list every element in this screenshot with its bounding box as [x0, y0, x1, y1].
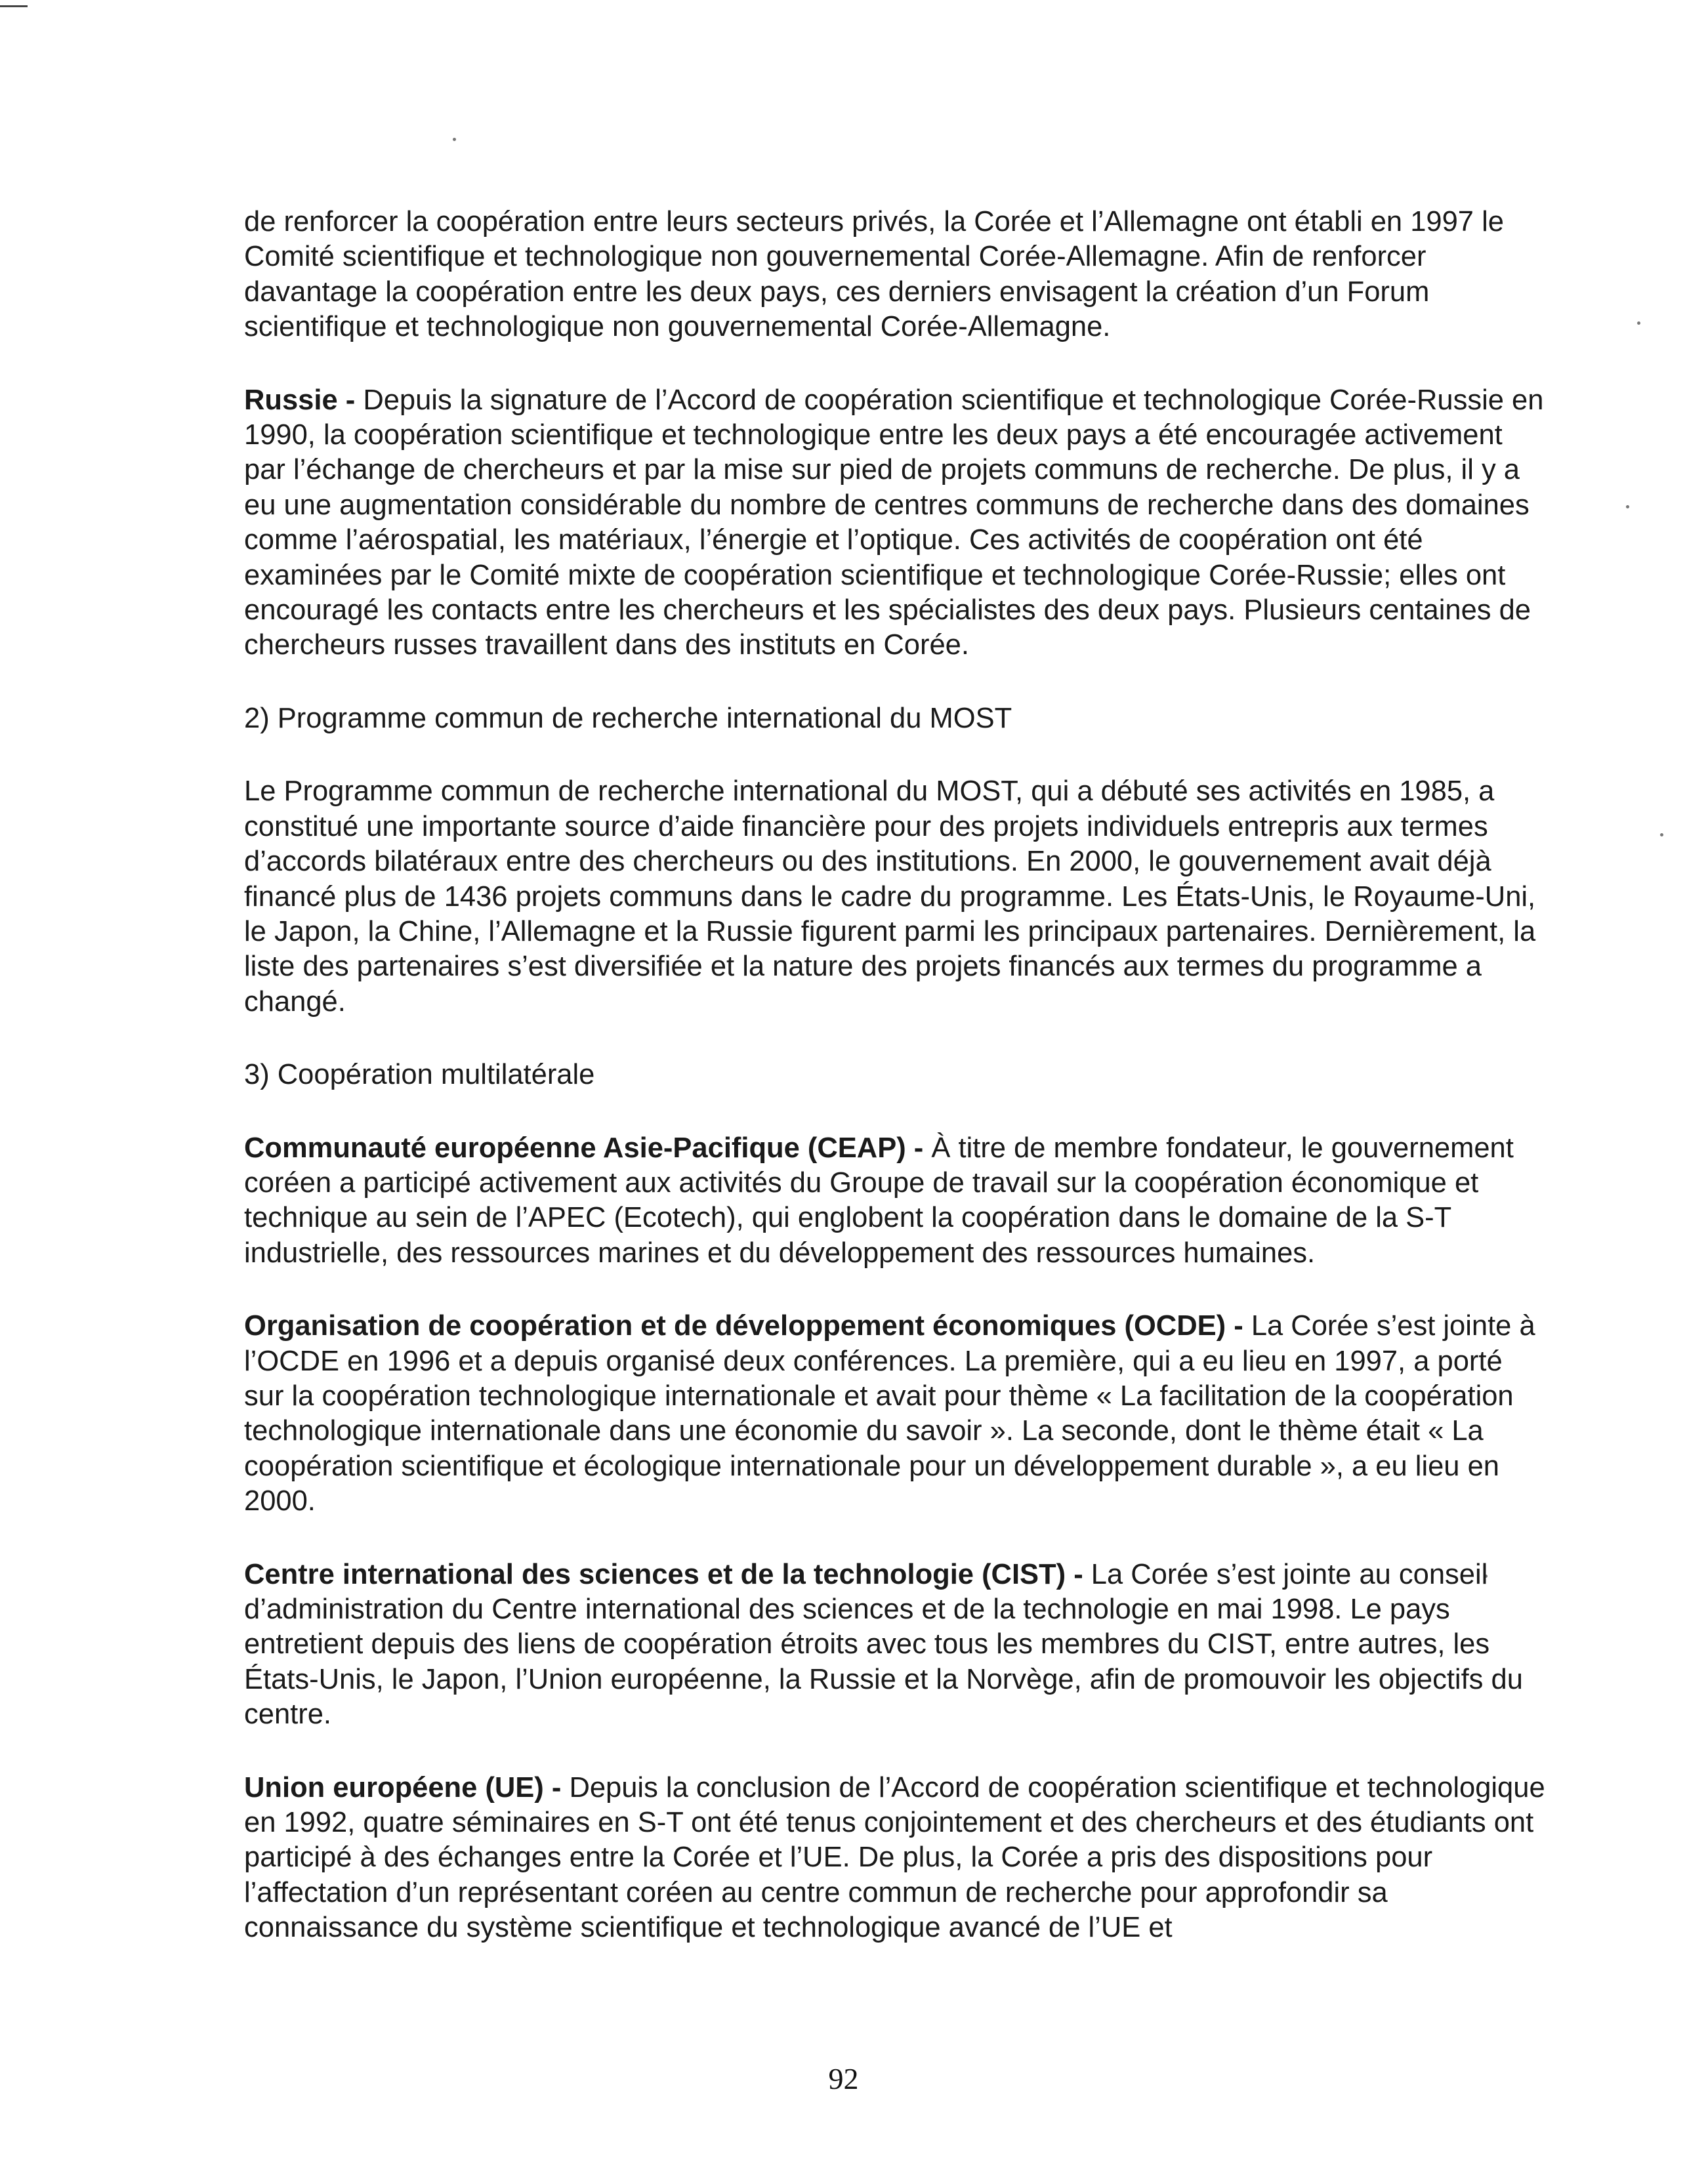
section-heading-multilateral: [244, 1058, 1550, 1092]
paragraph-text: de renforcer la coopération entre leurs secteurs privés, la Corée et l’Allemagne ont établi en 1997 le Comité scientifique et technologique non gouvernemental Corée-Allemagne. Afin de renforcer davantage la coopération entre les deux pays, ces derniers envisagent la création d’un Forum scientifique et technologique non gouvernemental Corée-Allemagne.: [244, 206, 1504, 343]
paragraph-text: À titre de membre fondateur, le gouvernement coréen a participé activement aux activités du Groupe de travail sur la coopération économique et technique au sein de l’APEC (Ecotech), qui englobent la coopération dans le domaine de la S-T industrielle, des ressources marines et du développement des ressources humaines.: [244, 1132, 1514, 1269]
scan-corner-mark: [0, 5, 28, 7]
paragraph-text: La Corée s’est jointe à l’OCDE en 1996 et a depuis organisé deux conférences. La première, qui a eu lieu en 1997, a porté sur la coopération technologique internationale et avait pour thème « La facilitation de la coopération technologique internationale dans une économie du savoir ». La seconde, dont le thème était « La coopération scientifique et écologique internationale pour un développement durable », a eu lieu en 2000.: [244, 1310, 1535, 1517]
document-body: [244, 205, 1550, 1946]
paragraph-ue: [244, 1771, 1550, 1946]
scan-speck: [1637, 321, 1640, 325]
paragraph-germany-continued: [244, 205, 1550, 345]
scan-speck: [453, 138, 456, 141]
section-heading-most-program: [244, 701, 1550, 736]
page-number: 92: [828, 2062, 859, 2095]
paragraph-lead: Organisation de coopération et de développement économiques (OCDE) -: [244, 1310, 1251, 1342]
paragraph-text: La Corée s’est jointe au conseil d’administration du Centre international des sciences et de la technologie en mai 1998. Le pays entretient depuis des liens de coopération étroits avec tous les membres du CIST, entre autres, les États-Unis, le Japon, l’Union européenne, la Russie et la Norvège, afin de promouvoir les objectifs du centre.: [244, 1558, 1523, 1731]
paragraph-russia: [244, 383, 1550, 663]
paragraph-cist: [244, 1557, 1550, 1733]
scan-speck: [1660, 833, 1663, 836]
paragraph-text: 3) Coopération multilatérale: [244, 1059, 595, 1091]
paragraph-text: Le Programme commun de recherche international du MOST, qui a débuté ses activités en 1985, a constitué une importante source d’aide financière pour des projets individuels entrepris aux termes d’accords bilatéraux entre des chercheurs ou des institutions. En 2000, le gouvernement avait déjà financé plus de 1436 projets communs dans le cadre du programme. Les États-Unis, le Royaume-Uni, le Japon, la Chine, l’Allemagne et la Russie figurent parmi les principaux partenaires. Dernièrement, la liste des partenaires s’est diversifiée et la nature des projets financés aux termes du programme a changé.: [244, 775, 1536, 1018]
paragraph-ceap: [244, 1131, 1550, 1271]
paragraph-lead: Russie -: [244, 384, 364, 416]
scan-speck: [1626, 505, 1629, 508]
paragraph-text: 2) Programme commun de recherche international du MOST: [244, 702, 1012, 734]
paragraph-ocde: [244, 1309, 1550, 1519]
paragraph-lead: Centre international des sciences et de la technologie (CIST) -: [244, 1558, 1091, 1590]
paragraph-lead: Communauté européenne Asie-Pacifique (CEAP) -: [244, 1132, 932, 1164]
paragraph-text: Depuis la signature de l’Accord de coopération scientifique et technologique Corée-Russie en 1990, la coopération scientifique et technologique entre les deux pays a été encouragée activement par l’échange de chercheurs et par la mise sur pied de projets communs de recherche. De plus, il y a eu une augmentation considérable du nombre de centres communs de recherche dans des domaines comme l’aérospatial, les matériaux, l’énergie et l’optique. Ces activités de coopération ont été examinées par le Comité mixte de coopération scientifique et technologique Corée-Russie; elles ont encouragé les contacts entre les chercheurs et les spécialistes des deux pays. Plusieurs centaines de chercheurs russes travaillent dans des instituts en Corée.: [244, 384, 1544, 661]
paragraph-text: Depuis la conclusion de l’Accord de coopération scientifique et technologique en 1992, quatre séminaires en S-T ont été tenus conjointement et des chercheurs et des étudiants ont participé à des échanges entre la Corée et l’UE. De plus, la Corée a pris des dispositions pour l’affectation d’un représentant coréen au centre commun de recherche pour approfondir sa connaissance du système scientifique et technologique avancé de l’UE et: [244, 1771, 1545, 1944]
paragraph-most-program: [244, 774, 1550, 1020]
paragraph-lead: Union européene (UE) -: [244, 1771, 570, 1803]
